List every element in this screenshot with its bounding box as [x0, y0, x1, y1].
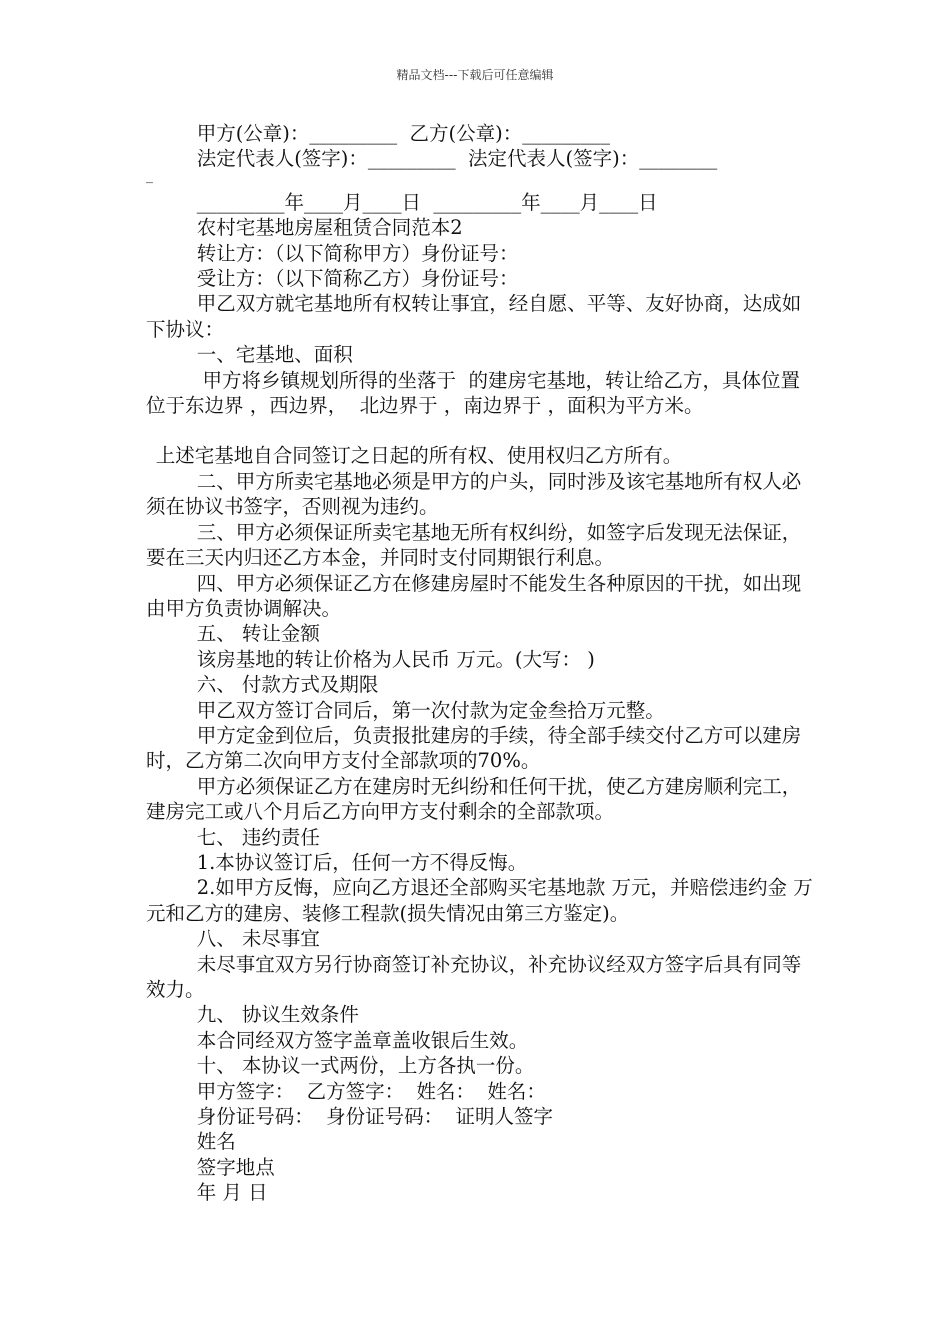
- transferee-line: 受让方：（以下简称乙方）身份证号：: [196, 267, 519, 291]
- seal-line: 甲方(公章)：_________ 乙方(公章)：_________: [196, 122, 611, 145]
- section-7-text-2: 2.如甲方反悔，应向乙方退还全部购买宅基地款 万元，并赔偿违约金 万元和乙方的建房、装修工程款(损失情况由第三方鉴定)。: [146, 876, 813, 925]
- section-5-text: 该房基地的转让价格为人民币 万元。(大写： ): [196, 647, 595, 671]
- representative-line-tail: _: [146, 167, 153, 184]
- blank-line: [146, 418, 818, 443]
- section-4-text: 四、甲方必须保证乙方在修建房屋时不能发生各种原因的干扰，如出现由甲方负责协调解决。: [146, 571, 802, 620]
- section-1-text: 甲方将乡镇规划所得的坐落于 的建房宅基地，转让给乙方，具体位置位于东边界 ，西边界， 北边界于 ，南边界于 ，面积为平方米。: [146, 368, 800, 418]
- representative-line: 法定代表人(签字)：_________ 法定代表人(签字)：________: [196, 147, 718, 171]
- section-10-text: 十、 本协议一式两份，上方各执一份。: [196, 1054, 535, 1078]
- section-9-text: 本合同经双方签字盖章盖收银后生效。: [196, 1028, 529, 1052]
- document-body: [146, 121, 818, 1206]
- page-header-note: 精品文档---下载后可任意编辑: [396, 68, 554, 82]
- section-8-title: 八、 未尽事宜: [196, 927, 320, 951]
- section-3-text: 三、甲方必须保证所卖宅基地无所有权纠纷，如签字后发现无法保证，要在三天内归还乙方本金，并同时支付同期银行利息。: [146, 520, 802, 570]
- section-1-text-2: 上述宅基地自合同签订之日起的所有权、使用权归乙方所有。: [155, 444, 683, 468]
- signature-place: 签字地点: [196, 1155, 275, 1179]
- section-8-text: 未尽事宜双方另行协商签订补充协议，补充协议经双方签字后具有同等效力。: [146, 952, 802, 1001]
- signature-line-2: 身份证号码： 身份证号码： 证明人签字: [196, 1105, 553, 1129]
- signature-line-1: 甲方签字： 乙方签字： 姓名： 姓名：: [196, 1079, 546, 1103]
- section-1-title: 一、宅基地、面积: [196, 343, 353, 367]
- signature-date: 年 月 日: [196, 1181, 268, 1205]
- intro-paragraph: 甲乙双方就宅基地所有权转让事宜，经自愿、平等、友好协商，达成如下协议：: [146, 292, 802, 341]
- signature-name: 姓名: [196, 1130, 236, 1154]
- section-9-title: 九、 协议生效条件: [196, 1003, 359, 1027]
- section-6-text-1: 甲乙双方签订合同后，第一次付款为定金叁拾万元整。: [196, 698, 665, 722]
- date-line: _________年____月____日 _________年____月____日: [196, 190, 658, 214]
- section-6-text-2: 甲方定金到位后，负责报批建房的手续，待全部手续交付乙方可以建房时，乙方第二次向甲方支付全部款项的70%。: [146, 723, 802, 773]
- section-6-text-3: 甲方必须保证乙方在建房时无纠纷和任何干扰，使乙方建房顺利完工，建房完工或八个月后乙方向甲方支付剩余的全部款项。: [146, 774, 802, 824]
- section-2-text: 二、甲方所卖宅基地必须是甲方的户头，同时涉及该宅基地所有权人必须在协议书签字，否则视为违约。: [146, 469, 802, 519]
- section-6-title: 六、 付款方式及期限: [196, 673, 379, 697]
- transferor-line: 转让方：（以下简称甲方）身份证号：: [196, 241, 519, 265]
- section-7-text-1: 1.本协议签订后，任何一方不得反悔。: [196, 850, 528, 874]
- section-7-title: 七、 违约责任: [196, 825, 320, 849]
- document-title: 农村宅基地房屋租赁合同范本2: [196, 216, 463, 240]
- section-5-title: 五、 转让金额: [196, 622, 320, 646]
